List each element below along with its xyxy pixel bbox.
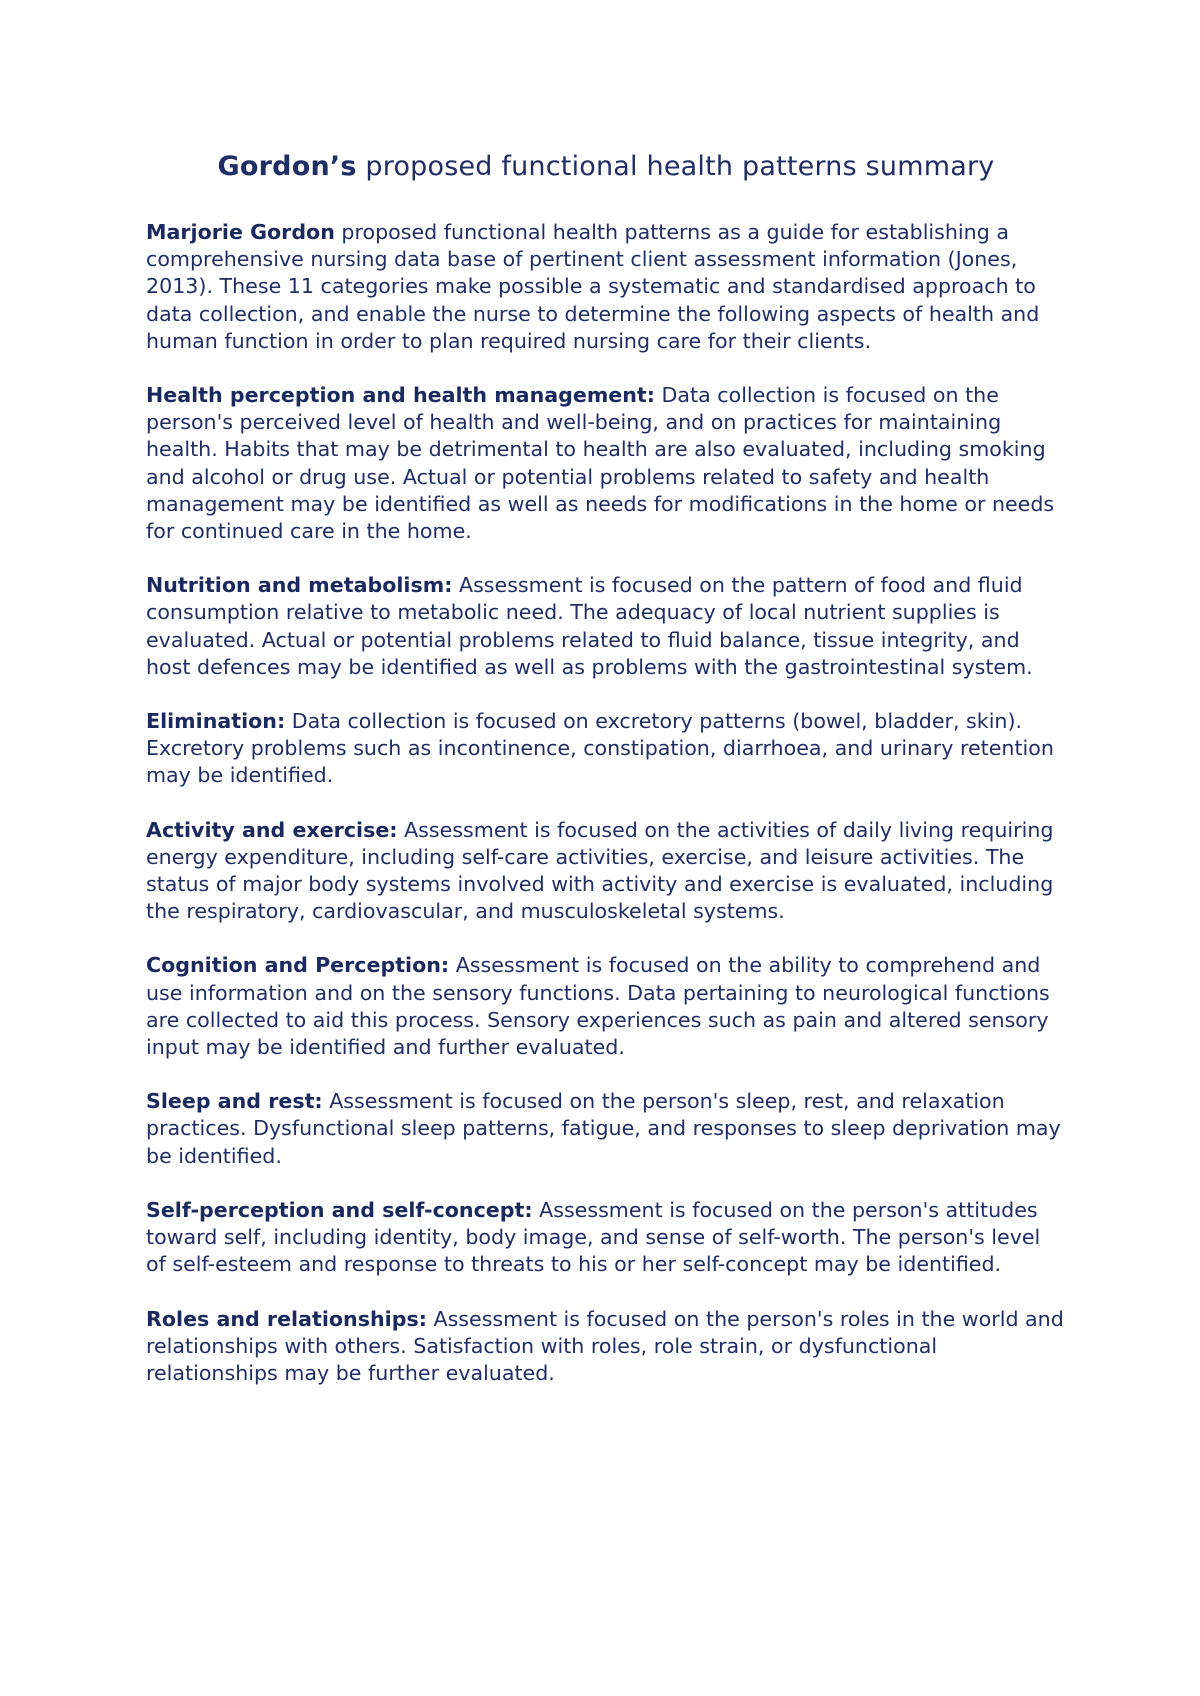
section-heading: Self-perception and self-concept:: [146, 1197, 533, 1222]
section-text: Data collection is focused on the person's perceived level of health and well-being, and on practices for maintaining health. Habits that may be detrimental to health are also evaluated, including smoking and alcohol or drug use. Actual or potential problems related to safety and health management may be identified as well as needs for modifications in the home or needs for continued care in the home.: [146, 383, 1055, 544]
section-roles: [146, 1306, 1066, 1388]
intro-lead: Marjorie Gordon: [146, 220, 335, 244]
section-text: Data collection is focused on excretory patterns (bowel, bladder, skin). Excretory problems such as incontinence, constipation, diarrhoea, and urinary retention may be identified.: [146, 709, 1054, 788]
section-activity: [146, 817, 1066, 926]
document-page: [146, 136, 1066, 1414]
intro-text: proposed functional health patterns as a guide for establishing a comprehensive nursing data base of pertinent client assessment information (Jones, 2013). These 11 categories make possible a systematic and standardised approach to data collection, and enable the nurse to determine the following aspects of health and human function in order to plan required nursing care for their clients.: [146, 220, 1040, 353]
section-text: Assessment is focused on the person's roles in the world and relationships with others. Satisfaction with roles, role strain, or dysfunctional relationships may be further evaluated.: [146, 1306, 1064, 1385]
title-rest: proposed functional health patterns summary: [356, 151, 995, 182]
section-text: Assessment is focused on the person's sleep, rest, and relaxation practices. Dysfunctional sleep patterns, fatigue, and responses to sleep deprivation may be identified.: [146, 1089, 1061, 1168]
document-title: [146, 147, 1066, 187]
section-heading: Roles and relationships:: [146, 1306, 427, 1331]
section-health-perception: [146, 382, 1066, 545]
section-sleep: [146, 1088, 1066, 1170]
section-text: Assessment is focused on the person's attitudes toward self, including identity, body image, and sense of self-worth. The person's level of self-esteem and response to threats to his or her self-concept may be identified.: [146, 1197, 1041, 1277]
section-self-perception: [146, 1197, 1066, 1279]
section-elimination: [146, 708, 1066, 790]
section-nutrition: [146, 572, 1066, 681]
section-text: Assessment is focused on the activities of daily living requiring energy expenditure, including self-care activities, exercise, and leisure activities. The status of major body systems involved with activity and exercise is evaluated, including the respiratory, cardiovascular, and musculoskeletal systems.: [146, 817, 1054, 924]
section-heading: Health perception and health management:: [146, 383, 656, 408]
section-heading: Elimination:: [146, 709, 286, 734]
section-text: Assessment is focused on the pattern of food and fluid consumption relative to metabolic need. The adequacy of local nutrient supplies is evaluated. Actual or potential problems related to fluid balance, tissue integrity, and host defences may be identified as well as problems with the gastrointestinal system.: [146, 573, 1033, 679]
section-text: Assessment is focused on the ability to comprehend and use information and on the sensory functions. Data pertaining to neurological functions are collected to aid this process. Sensory experiences such as pain and altered sensory input may be identified and further evaluated.: [146, 953, 1050, 1060]
section-heading: Activity and exercise:: [146, 817, 398, 842]
section-heading: Sleep and rest:: [146, 1089, 323, 1114]
section-cognition: [146, 952, 1066, 1061]
intro-paragraph: [146, 219, 1066, 355]
title-bold: Gordon’s: [217, 151, 357, 182]
section-heading: Cognition and Perception:: [146, 953, 450, 978]
section-heading: Nutrition and metabolism:: [146, 573, 453, 598]
